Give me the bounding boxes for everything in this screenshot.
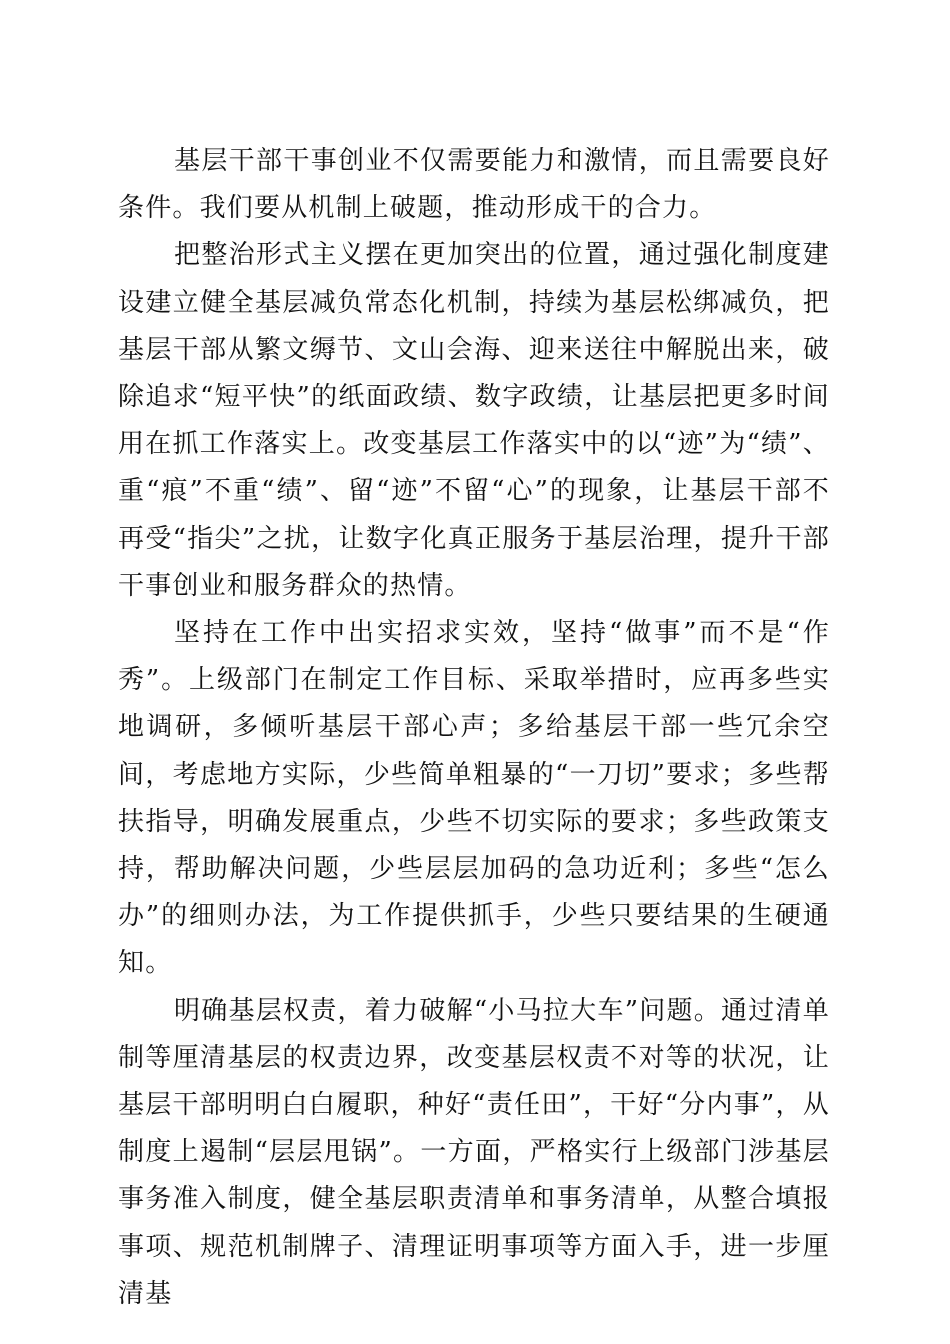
paragraph: 基层干部干事创业不仅需要能力和激情，而且需要良好条件。我们要从机制上破题，推动形成干的合力。 (118, 146, 830, 224)
document-body (118, 138, 830, 1318)
paragraph: 明确基层权责，着力破解“小马拉大车”问题。通过清单制等厘清基层的权责边界，改变基层权责不对等的状况，让基层干部明明白白履职，种好“责任田”，干好“分内事”，从制度上遏制“层层甩锅”。一方面，严格实行上级部门涉基层事务准入制度，健全基层职责清单和事务清单，从整合填报事项、规范机制牌子、清理证明事项等方面入手，进一步厘清基 (118, 995, 830, 1309)
paragraph: 把整治形式主义摆在更加突出的位置，通过强化制度建设建立健全基层减负常态化机制，持续为基层松绑减负，把基层干部从繁文缛节、文山会海、迎来送往中解脱出来，破除追求“短平快”的纸面政绩、数字政绩，让基层把更多时间用在抓工作落实上。改变基层工作落实中的以“迹”为“绩”、重“痕”不重“绩”、留“迹”不留“心”的现象，让基层干部不再受“指尖”之扰，让数字化真正服务于基层治理，提升干部干事创业和服务群众的热情。 (118, 240, 830, 601)
paragraph: 坚持在工作中出实招求实效，坚持“做事”而不是“作秀”。上级部门在制定工作目标、采取举措时，应再多些实地调研，多倾听基层干部心声；多给基层干部一些冗余空间，考虑地方实际，少些简单粗暴的“一刀切”要求；多些帮扶指导，明确发展重点，少些不切实际的要求；多些政策支持，帮助解决问题，少些层层加码的急功近利；多些“怎么办”的细则办法，为工作提供抓手，少些只要结果的生硬通知。 (118, 618, 830, 979)
